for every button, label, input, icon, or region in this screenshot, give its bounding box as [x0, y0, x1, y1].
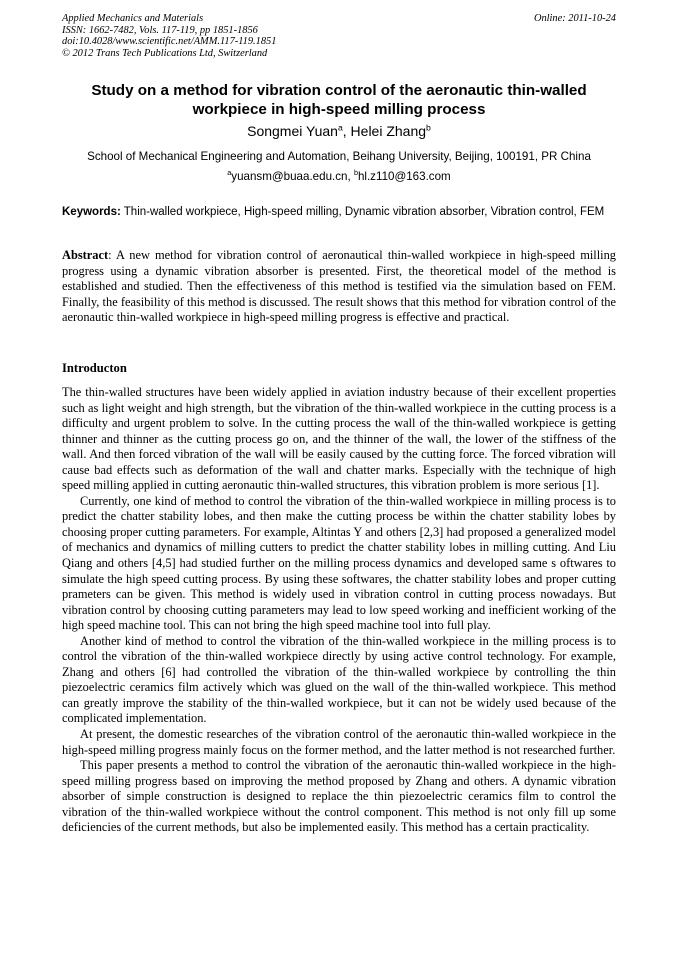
paragraph: This paper presents a method to control the vibration of the aeronautic thin-walled workpiece in the high-speed milling progress based on improving the method proposed by Zhang and others. A dynamic vibration absorber of simple construction is designed to replace the thin piezoelectric ceramics film to control the vibration of the thin-walled workpiece without the control component. This method is not only fill up some deficiencies of the current methods, but also be implemented easily. This method has a certain practicality. [62, 758, 616, 835]
author-separator: , [342, 123, 351, 139]
author-name: Helei Zhang [350, 123, 427, 139]
abstract [62, 248, 616, 326]
affiliation: School of Mechanical Engineering and Automation, Beihang University, Beijing, 100191, PR China [87, 150, 591, 163]
online-date: Online: 2011-10-24 [533, 13, 616, 24]
keywords-label: Keywords: [62, 206, 121, 218]
paragraph: At present, the domestic researches of the vibration control of the aeronautic thin-walled workpiece in the high-speed milling progress mainly focus on the former method, and the latter method is not researched further. [62, 727, 616, 757]
author-affil-mark: a [337, 122, 343, 133]
keywords [62, 205, 616, 219]
email-link[interactable]: hl.z110@163.com [357, 170, 451, 183]
paragraph: The thin-walled structures have been widely applied in aviation industry because of their excellent properties such as light weight and high strength, but the vibration of the thin-walled workpiece in the cutting process is a difficulty and urgent problem to solve. In the cutting process the wall of the thin-walled workpiece is getting thinner and thinner as the cutting process go on, and the thinner of the wall, the lower of the stiffness of the wall. And then forced vibration of the wall will be easily caused by the cutting force. The forced vibration will cause bad effects such as deformation of the wall and chatter marks. Especially with the technique of high speed milling applied in cutting aeronautic thin-walled structures, this vibration problem is more serious [1]. [62, 385, 616, 493]
abstract-text: : A new method for vibration control of aeronautical thin-walled workpiece in high-speed milling progress using a dynamic vibration absorber is presented. First, the theoretical model of the method is established and studied. Then the effectiveness of this method is testified via the simulation based on FEM. Finally, the feasibility of this method is discussed. The result shows that this method for vibration control of the aeronautic thin-walled workpiece in high-speed milling progress is effective and practical. [62, 248, 616, 325]
email-link[interactable]: yuansm@buaa.edu.cn [231, 170, 348, 183]
keywords-text: Thin-walled workpiece, High-speed milling, Dynamic vibration absorber, Vibration control, FEM [120, 206, 605, 218]
body-text [62, 385, 616, 836]
abstract-label: Abstract [62, 248, 109, 262]
section-heading: Introducton [62, 361, 127, 375]
email-line [62, 170, 616, 184]
email-mark: b [353, 168, 358, 178]
journal-name: Applied Mechanics and Materials [62, 13, 204, 24]
email-separator: , [347, 170, 354, 183]
doi-line[interactable]: doi:10.4028/www.scientific.net/AMM.117-119.1851 [62, 36, 277, 48]
issn-line: ISSN: 1662-7482, Vols. 117-119, pp 1851-1856 [62, 24, 258, 36]
author-line [62, 123, 616, 140]
author-name: Songmei Yuan [247, 123, 338, 139]
paragraph: Currently, one kind of method to control the vibration of the thin-walled workpiece in milling process is to predict the chatter stability lobes, and then make the cutting process be within the chatter stability lobes by choosing proper cutting parameters. For example, Altintas Y and others [2,3] had proposed a generalized model of mechanics and dynamics of milling cutters to predict the chatter stability lobes in milling cutting. And Liu Qiang and others [4,5] had studied further on the milling process dynamics and developed same s oftwares to simulate the high speed cutting process. By using these softwares, the chatter stability lobes and proper cutting prameters can be given. This method is widely used in vibration control in cutting process nowadays. But vibration control by choosing cutting parameters may lead to low speed working and inefficient working of the high speed machine tool. This can not bring the high speed machine tool into full play. [62, 493, 616, 633]
author-affil-mark: b [426, 122, 431, 133]
paper-title: Study on a method for vibration control of the aeronautic thin-walled workpiece in high-speed milling process [91, 82, 587, 118]
email-mark: a [227, 168, 232, 178]
copyright-line: © 2012 Trans Tech Publications Ltd, Switzerland [62, 47, 268, 59]
journal-header [62, 13, 616, 59]
paragraph: Another kind of method to control the vibration of the thin-walled workpiece in the milling process is to control the vibration of the thin-walled workpiece directly by using active control technology. For example, Zhang and others [6] had controlled the vibration of the thin-walled workpiece by controlling the thin piezoelectric ceramics film actively which was glued on the wall of the thin-walled workpiece. This method can greatly improve the stability of the thin-walled workpiece, but it can not be widely used because of the complicated implementation. [62, 633, 616, 726]
